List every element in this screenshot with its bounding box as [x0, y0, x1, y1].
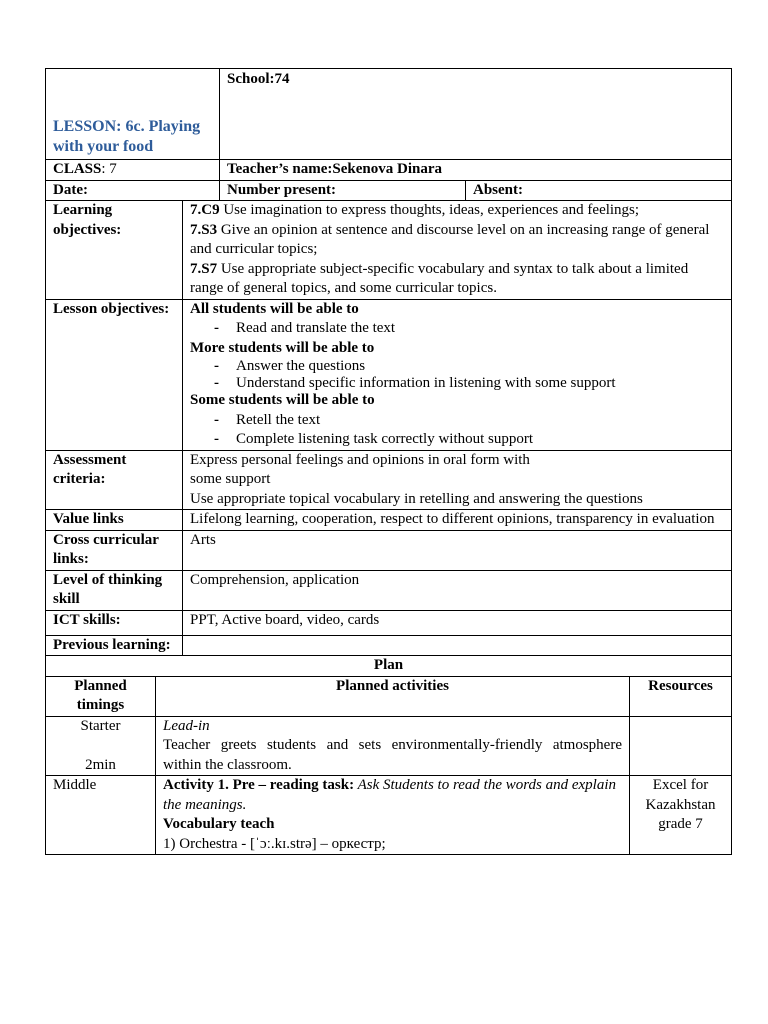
starter-stage: Starter: [80, 717, 121, 734]
lead-in-heading: Lead-in: [163, 717, 210, 734]
class-label: CLASS: [53, 161, 102, 177]
previous-learning-label-cell: [46, 635, 183, 656]
plan-table: [45, 655, 732, 855]
list-item: - Complete listening task correctly without support: [190, 430, 724, 450]
ict-skills-text: PPT, Active board, video, cards: [190, 611, 380, 628]
objective-text: Use imagination to express thoughts, ideas, experiences and feelings;: [219, 202, 640, 218]
objective-item: [190, 201, 724, 221]
vocab-heading: Vocabulary teach: [163, 816, 275, 832]
header-table: [45, 68, 732, 201]
starter-text: Teacher greets students and sets environmentally-friendly atmosphere within the classroom.: [163, 737, 622, 773]
number-present-cell: [220, 180, 466, 201]
value-links-label: Value links: [53, 511, 124, 527]
previous-learning-cell: [183, 635, 732, 656]
objective-text: Give an opinion at sentence and discourse level on an increasing range of general and curricular topics;: [190, 221, 710, 257]
lesson-objectives-label-cell: [46, 299, 183, 450]
middle-stage: Middle: [53, 777, 97, 793]
ict-skills-label-cell: [46, 610, 183, 635]
teacher-name: Sekenova Dinara: [332, 161, 442, 177]
cross-curricular-text: Arts: [190, 531, 216, 548]
middle-resources: Excel for Kazakhstan grade 7: [645, 777, 716, 832]
lesson-plan-page: [45, 68, 732, 855]
teacher-cell: [220, 160, 732, 181]
starter-timing-cell: [46, 716, 156, 776]
middle-activity-cell: [156, 776, 630, 855]
assessment-label: Assessment criteria:: [53, 451, 127, 487]
learning-objectives-label-cell: [46, 201, 183, 300]
starter-resources-cell: [630, 716, 732, 776]
lesson-objectives-label: Lesson objectives:: [53, 300, 170, 317]
objective-code: 7.C9: [190, 202, 220, 218]
plan-title-cell: [46, 656, 732, 677]
starter-activity-cell: [156, 716, 630, 776]
col-header-resources: Resources: [630, 676, 732, 716]
objectives-table: [45, 200, 732, 656]
school-name: School:74: [227, 71, 290, 87]
some-students-list: [190, 411, 724, 450]
absent-cell: [466, 180, 732, 201]
list-item: - Understand specific information in listening with some support: [190, 375, 724, 392]
value-links-label-cell: [46, 510, 183, 531]
school-cell: [220, 69, 732, 160]
assessment-label-cell: [46, 450, 183, 510]
number-present-label: Number present:: [227, 181, 337, 198]
lesson-title-cell: [46, 69, 220, 160]
more-students-list: [190, 358, 724, 391]
value-links-text: Lifelong learning, cooperation, respect to different opinions, transparency in evaluation: [190, 511, 715, 527]
assessment-line: Express personal feelings and opinions in oral form with: [190, 451, 530, 468]
starter-time: 2min: [85, 756, 116, 773]
date-label: Date:: [53, 181, 88, 198]
assessment-cell: [183, 450, 732, 510]
thinking-skill-text: Comprehension, application: [190, 571, 360, 588]
activity-text: Ask Students to read the words and explain the meanings.: [163, 777, 617, 813]
cross-curricular-cell: [183, 530, 732, 570]
thinking-skill-cell: [183, 570, 732, 610]
col-header-timings: Planned timings: [46, 676, 156, 716]
ict-skills-cell: [183, 610, 732, 635]
cross-curricular-label-cell: [46, 530, 183, 570]
assessment-line: Use appropriate topical vocabulary in retelling and answering the questions: [190, 490, 643, 507]
lesson-objectives-cell: [183, 299, 732, 450]
learning-objectives-label: Learning objectives:: [53, 202, 122, 238]
list-item: - Read and translate the text: [190, 319, 724, 339]
col-header-activities: Planned activities: [156, 676, 630, 716]
assessment-line: some support: [190, 471, 271, 487]
thinking-skill-label-cell: [46, 570, 183, 610]
thinking-skill-label: Level of thinking skill: [53, 571, 163, 607]
objective-item: [190, 260, 724, 299]
absent-label: Absent:: [473, 181, 524, 198]
objective-item: [190, 221, 724, 260]
objective-code: 7.S7: [190, 260, 218, 277]
all-students-heading: All students will be able to: [190, 300, 359, 317]
middle-resources-cell: [630, 776, 732, 855]
previous-learning-label: Previous learning:: [53, 636, 171, 653]
value-links-cell: [183, 510, 732, 531]
cross-curricular-label: Cross curricular links:: [53, 531, 159, 567]
activity-label: Activity 1. Pre – reading task:: [163, 777, 355, 793]
lesson-title: LESSON: 6c. Playing with your food: [53, 118, 201, 155]
class-value: : 7: [101, 161, 117, 177]
objective-code: 7.S3: [190, 221, 218, 238]
some-students-heading: Some students will be able to: [190, 392, 375, 408]
list-item: - Answer the questions: [190, 358, 724, 375]
learning-objectives-cell: [183, 201, 732, 300]
objective-text: Use appropriate subject-specific vocabulary and syntax to talk about a limited range of general topics, and some curricular topics.: [190, 260, 689, 296]
more-students-heading: More students will be able to: [190, 339, 375, 356]
date-cell: [46, 180, 220, 201]
vocab-item: 1) Orchestra - [ˈɔː.kɪ.strə] – оркестр;: [163, 835, 386, 852]
list-item: - Retell the text: [190, 411, 724, 431]
plan-title: Plan: [373, 657, 404, 673]
teacher-label: Teacher’s name:: [227, 161, 333, 177]
class-cell: [46, 160, 220, 181]
all-students-list: [190, 319, 724, 339]
middle-timing-cell: [46, 776, 156, 855]
ict-skills-label: ICT skills:: [53, 611, 121, 628]
